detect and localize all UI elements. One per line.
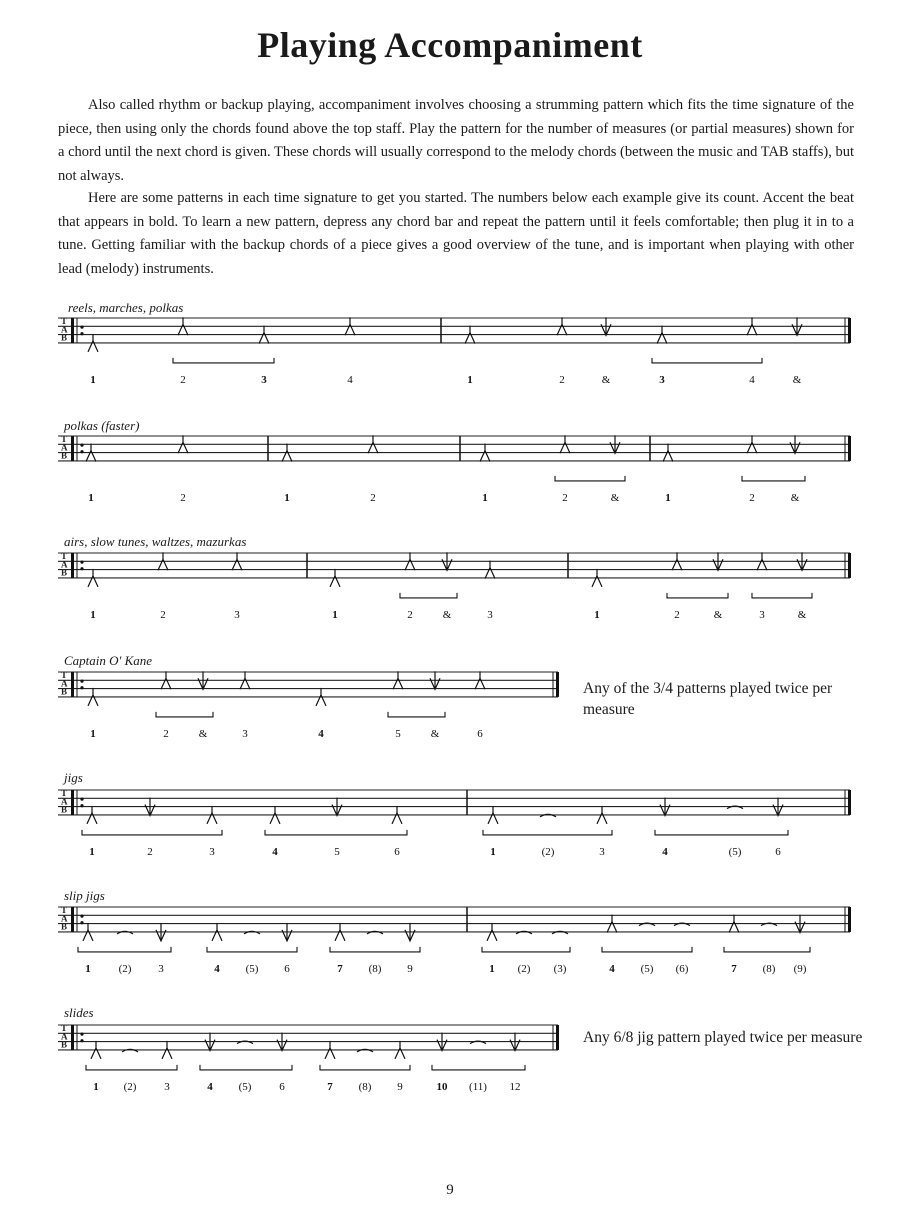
beam-bracket <box>432 1065 525 1070</box>
beat-count: & <box>430 727 440 740</box>
tab-clef-letter: B <box>61 686 68 697</box>
beat-count: (5) <box>728 845 742 858</box>
beam-bracket <box>78 947 171 952</box>
beam-bracket <box>86 1065 177 1070</box>
beat-count: 2 <box>180 373 186 386</box>
beat-count: (5) <box>245 962 259 975</box>
down-strum-mark <box>795 915 805 933</box>
beat-count: 1 <box>332 608 338 621</box>
beat-count: 7 <box>337 962 343 975</box>
beat-count: 3 <box>209 845 215 858</box>
beat-count: (8) <box>368 962 382 975</box>
beat-count: 3 <box>599 845 605 858</box>
tab-clef-letter: A <box>61 678 68 689</box>
down-strum-mark <box>156 923 166 941</box>
down-strum-mark <box>145 798 155 816</box>
beat-count: (2) <box>118 962 132 975</box>
end-bar <box>845 907 851 932</box>
beat-count: 4 <box>207 1080 213 1093</box>
beat-count: 3 <box>158 962 164 975</box>
beat-count: 6 <box>284 962 290 975</box>
beat-count: 2 <box>559 373 565 386</box>
beat-count: 7 <box>731 962 737 975</box>
tab-clef-letter: A <box>61 442 68 453</box>
beat-count: & <box>792 373 802 386</box>
beat-count: 3 <box>164 1080 170 1093</box>
tab-clef-letter: A <box>61 913 68 924</box>
down-strum-mark <box>601 317 611 335</box>
tab-clef-letter: B <box>61 804 68 815</box>
beat-count: & <box>442 608 452 621</box>
end-bar <box>553 1025 559 1050</box>
beam-bracket <box>602 947 692 952</box>
example-label-slip-jigs: slip jigs <box>64 888 105 903</box>
tab-clef-letter: T <box>61 670 68 680</box>
beat-count: 2 <box>562 491 568 504</box>
intro-paragraph: Also called rhythm or backup playing, accompaniment involves choosing a strumming pattern which fits the time signature of the piece, then using only the chords found above the top staff. Play the pattern for the number of measures (or partial measures) shown for a chord until the next chord is given. These chords will usually correspond to the melody chords (between the music and TAB staffs), but not always. <box>58 97 854 184</box>
tab-clef-letter: B <box>61 332 68 343</box>
beat-count: 12 <box>509 1080 521 1093</box>
tab-clef-letter: B <box>61 567 68 578</box>
strum-staff-slip-jigs <box>0 899 900 987</box>
beat-count: (6) <box>675 962 689 975</box>
down-strum-mark <box>277 1033 287 1051</box>
beam-bracket <box>200 1065 292 1070</box>
tab-clef-letter: T <box>61 551 68 561</box>
beat-count: 4 <box>272 845 278 858</box>
beat-count: 5 <box>334 845 340 858</box>
beat-count: 9 <box>397 1080 403 1093</box>
beam-bracket <box>652 358 762 363</box>
beat-count: (9) <box>793 962 807 975</box>
beat-count: 6 <box>394 845 400 858</box>
example-label-captain: Captain O' Kane <box>64 653 153 668</box>
end-bar <box>845 436 851 461</box>
down-strum-mark <box>510 1033 520 1051</box>
beat-count: & <box>601 373 611 386</box>
down-strum-mark <box>442 552 452 570</box>
down-strum-mark <box>610 435 620 453</box>
beat-count: (8) <box>762 962 776 975</box>
beat-count: & <box>713 608 723 621</box>
strum-staff-airs <box>0 545 900 633</box>
beat-count: 3 <box>261 373 267 386</box>
page-title: Playing Accompaniment <box>257 25 643 65</box>
example-label-reels: reels, marches, polkas <box>68 300 184 315</box>
beat-count: 1 <box>89 845 95 858</box>
beat-count: 4 <box>609 962 615 975</box>
down-strum-mark <box>198 671 208 689</box>
start-repeat <box>71 553 84 578</box>
beat-count: 10 <box>436 1080 448 1093</box>
down-strum-mark <box>332 798 342 816</box>
down-strum-mark <box>792 317 802 335</box>
beat-count: 3 <box>487 608 493 621</box>
beat-count: 1 <box>93 1080 99 1093</box>
tab-clef-letter: T <box>61 788 68 798</box>
down-strum-mark <box>437 1033 447 1051</box>
example-label-slides: slides <box>64 1005 94 1020</box>
patterns-paragraph: Here are some patterns in each time signature to get you started. The numbers below each example give its count. Accent the beat that appears in bold. To learn a new pattern, depress any chord bar and repeat the pattern until it feels comfortable; then plug it in to a tune. Getting familiar with the backup chords of a piece gives a good overview of the tune, and is important when playing with other lead (melody) instruments. <box>58 190 854 277</box>
down-strum-mark <box>773 798 783 816</box>
strum-staff-polkas <box>0 428 900 516</box>
strum-staff-reels <box>0 310 900 398</box>
strum-staff-captain <box>0 664 900 752</box>
beat-count: & <box>610 491 620 504</box>
beam-bracket <box>173 358 274 363</box>
beat-count: 6 <box>279 1080 285 1093</box>
beat-count: 1 <box>482 491 488 504</box>
end-bar <box>845 553 851 578</box>
beat-count: (3) <box>553 962 567 975</box>
beat-count: & <box>797 608 807 621</box>
beam-bracket <box>330 947 420 952</box>
beat-count: 1 <box>594 608 600 621</box>
slides-note: Any 6/8 jig pattern played twice per measure <box>583 1029 863 1046</box>
beat-count: (2) <box>517 962 531 975</box>
tab-clef-letter: B <box>61 450 68 461</box>
down-strum-mark <box>660 798 670 816</box>
tab-clef-letter: A <box>61 559 68 570</box>
start-repeat <box>71 1025 84 1050</box>
beat-count: 4 <box>749 373 755 386</box>
beat-count: & <box>198 727 208 740</box>
down-strum-mark <box>430 671 440 689</box>
tab-clef-letter: A <box>61 796 68 807</box>
beam-bracket <box>482 947 570 952</box>
beat-count: (2) <box>541 845 555 858</box>
beat-count: 4 <box>347 373 353 386</box>
beat-count: 1 <box>490 845 496 858</box>
start-repeat <box>71 318 84 343</box>
beat-count: 4 <box>318 727 324 740</box>
beam-bracket <box>265 830 407 835</box>
example-label-polkas: polkas (faster) <box>64 418 140 433</box>
beat-count: 2 <box>370 491 376 504</box>
start-repeat <box>71 907 84 932</box>
beat-count: 4 <box>214 962 220 975</box>
tab-clef-letter: T <box>61 905 68 915</box>
beat-count: 2 <box>749 491 755 504</box>
beam-bracket <box>388 712 445 717</box>
beam-bracket <box>752 593 812 598</box>
example-label-airs: airs, slow tunes, waltzes, mazurkas <box>64 534 247 549</box>
beat-count: 3 <box>659 373 665 386</box>
beat-count: 3 <box>234 608 240 621</box>
beat-count: 1 <box>90 608 96 621</box>
beam-bracket <box>655 830 788 835</box>
tab-clef-letter: A <box>61 1031 68 1042</box>
beat-count: 6 <box>775 845 781 858</box>
beat-count: 1 <box>665 491 671 504</box>
beat-count: 1 <box>284 491 290 504</box>
tab-clef-letter: T <box>61 1023 68 1033</box>
beat-count: (8) <box>358 1080 372 1093</box>
start-repeat <box>71 672 84 697</box>
page-number: 9 <box>446 1182 454 1198</box>
beat-count: 1 <box>88 491 94 504</box>
start-repeat <box>71 790 84 815</box>
beat-count: (2) <box>123 1080 137 1093</box>
beat-count: 1 <box>467 373 473 386</box>
beat-count: 3 <box>242 727 248 740</box>
beat-count: 5 <box>395 727 401 740</box>
beat-count: 1 <box>489 962 495 975</box>
beat-count: (11) <box>469 1080 487 1093</box>
down-strum-mark <box>790 435 800 453</box>
beat-count: 1 <box>85 962 91 975</box>
beam-bracket <box>555 476 625 481</box>
beam-bracket <box>207 947 297 952</box>
strum-staff-jigs <box>0 782 900 870</box>
beat-count: 2 <box>180 491 186 504</box>
down-strum-mark <box>405 923 415 941</box>
end-bar <box>553 672 559 697</box>
beam-bracket <box>82 830 222 835</box>
beat-count: 1 <box>90 373 96 386</box>
down-strum-mark <box>797 552 807 570</box>
beat-count: 2 <box>160 608 166 621</box>
tab-clef-letter: B <box>61 921 68 932</box>
beam-bracket <box>483 830 612 835</box>
example-label-jigs: jigs <box>64 770 83 785</box>
down-strum-mark <box>282 923 292 941</box>
beat-count: 2 <box>163 727 169 740</box>
end-bar <box>845 318 851 343</box>
beat-count: 2 <box>674 608 680 621</box>
tab-clef-letter: T <box>61 434 68 444</box>
beam-bracket <box>156 712 213 717</box>
beat-count: 4 <box>662 845 668 858</box>
beat-count: (5) <box>238 1080 252 1093</box>
beat-count: 2 <box>147 845 153 858</box>
start-repeat <box>71 436 84 461</box>
beam-bracket <box>400 593 457 598</box>
beat-count: 1 <box>90 727 96 740</box>
tab-clef-letter: B <box>61 1039 68 1050</box>
strum-staff-slides <box>0 1017 900 1105</box>
beam-bracket <box>667 593 728 598</box>
beat-count: 7 <box>327 1080 333 1093</box>
beat-count: 3 <box>759 608 765 621</box>
down-strum-mark <box>205 1033 215 1051</box>
down-strum-mark <box>713 552 723 570</box>
beat-count: & <box>790 491 800 504</box>
beam-bracket <box>724 947 810 952</box>
end-bar <box>845 790 851 815</box>
beat-count: 6 <box>477 727 483 740</box>
beat-count: 9 <box>407 962 413 975</box>
beat-count: 2 <box>407 608 413 621</box>
beam-bracket <box>320 1065 410 1070</box>
tab-clef-letter: T <box>61 316 68 326</box>
beat-count: (5) <box>640 962 654 975</box>
tab-clef-letter: A <box>61 324 68 335</box>
beam-bracket <box>742 476 805 481</box>
captain-note: Any of the 3/4 patterns played twice per measure <box>583 680 833 718</box>
